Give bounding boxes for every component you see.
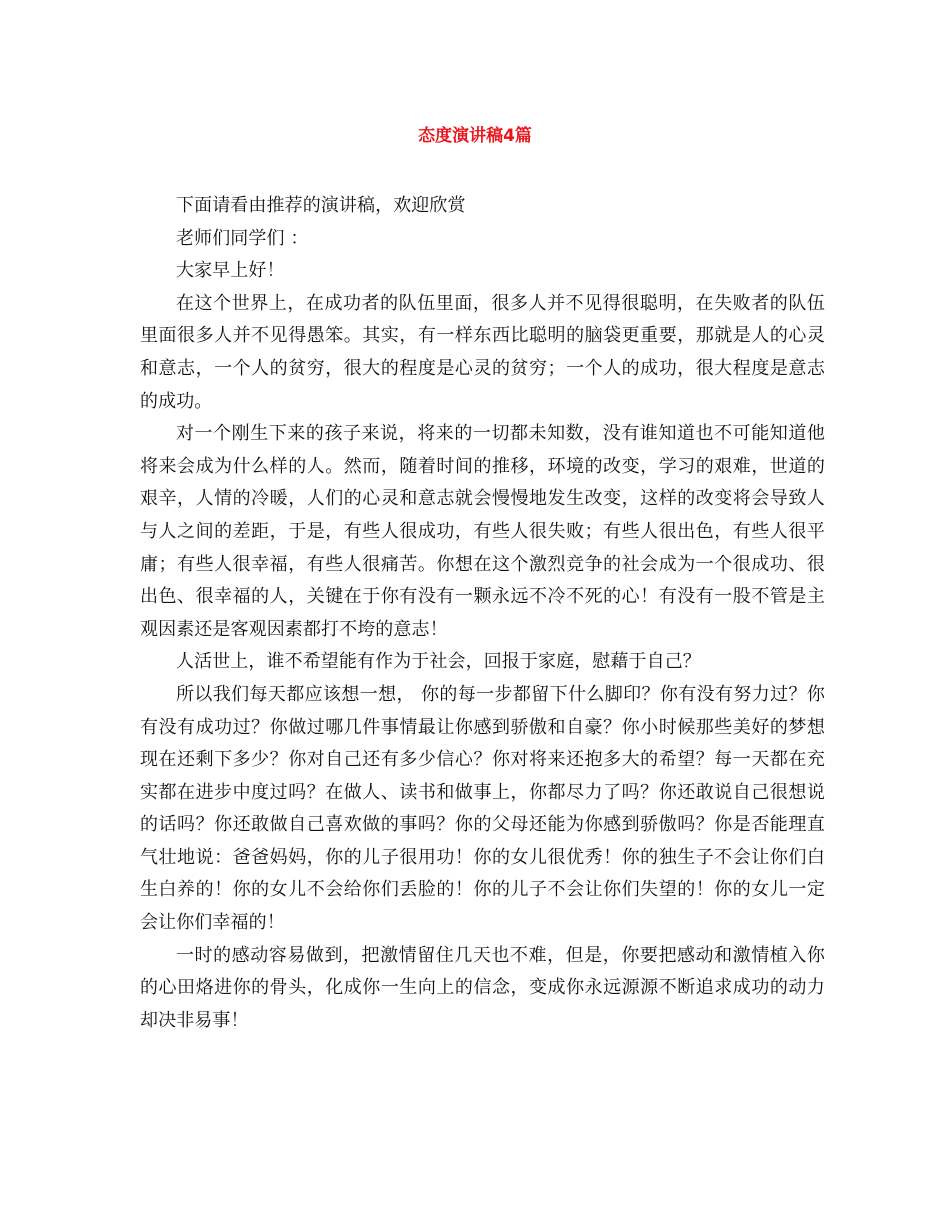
paragraph-child-future: 对一个刚生下来的孩子来说，将来的一切都未知数，没有谁知道也不可能知道他将来会成为什么样的人。然而，随着时间的推移，环境的改变，学习的艰难，世道的艰辛，人情的冷暖，人们的心灵和意志就会慢慢地发生改变，这样的改变将会导致人与人之间的差距，于是，有些人很成功，有些人很失败；有些人很出色，有些人很平庸；有些人很幸福，有些人很痛苦。你想在这个激烈竞争的社会成为一个很成功、很出色、很幸福的人，关键在于你有没有一颗永远不冷不死的心！有没有一股不管是主观因素还是客观因素都打不垮的意志！ bbox=[140, 423, 825, 640]
paragraph-life-hope: 人活世上，谁不希望能有作为于社会，回报于家庭，慰藉于自己？ bbox=[176, 651, 701, 673]
paragraph-salutation: 老师们同学们 ： bbox=[176, 227, 309, 249]
paragraph-passion: 一时的感动容易做到，把激情留住几天也不难，但是，你要把感动和激情植入你的心田烙进你的骨头，化成你一生向上的信念，变成你永远源源不断追求成功的动力却决非易事！ bbox=[140, 944, 825, 1031]
paragraph-success-and-failure: 在这个世界上，在成功者的队伍里面，很多人并不见得很聪明，在失败者的队伍里面很多人并不见得愚笨。其实，有一样东西比聪明的脑袋更重要，那就是人的心灵和意志，一个人的贫穷，很大的程度是心灵的贫穷；一个人的成功，很大程度是意志的成功。 bbox=[140, 292, 825, 412]
document-body bbox=[140, 190, 825, 1037]
paragraph-intro: 下面请看由推荐的演讲稿，欢迎欣赏 bbox=[176, 195, 466, 216]
paragraph-daily-reflection: 所以我们每天都应该想一想， 你的每一步都留下什么脚印？你有没有努力过？你有没有成功过？你做过哪几件事情最让你感到骄傲和自豪？你小时候那些美好的梦想现在还剩下多少？你对自己还有多少信心？你对将来还抱多大的希望？每一天都在充实都在进步中度过吗？在做人、读书和做事上，你都尽力了吗？你还敢说自己很想说的话吗？你还敢做自己喜欢做的事吗？你的父母还能为你感到骄傲吗？你是否能理直气壮地说：爸爸妈妈，你的儿子很用功！你的女儿很优秀！你的独生子不会让你们白生白养的！你的女儿不会给你们丢脸的！你的儿子不会让你们失望的！你的女儿一定会让你们幸福的！ bbox=[140, 683, 825, 934]
document-title: 态度演讲稿4篇 bbox=[418, 126, 532, 146]
paragraph-greeting: 大家早上好！ bbox=[176, 260, 285, 282]
